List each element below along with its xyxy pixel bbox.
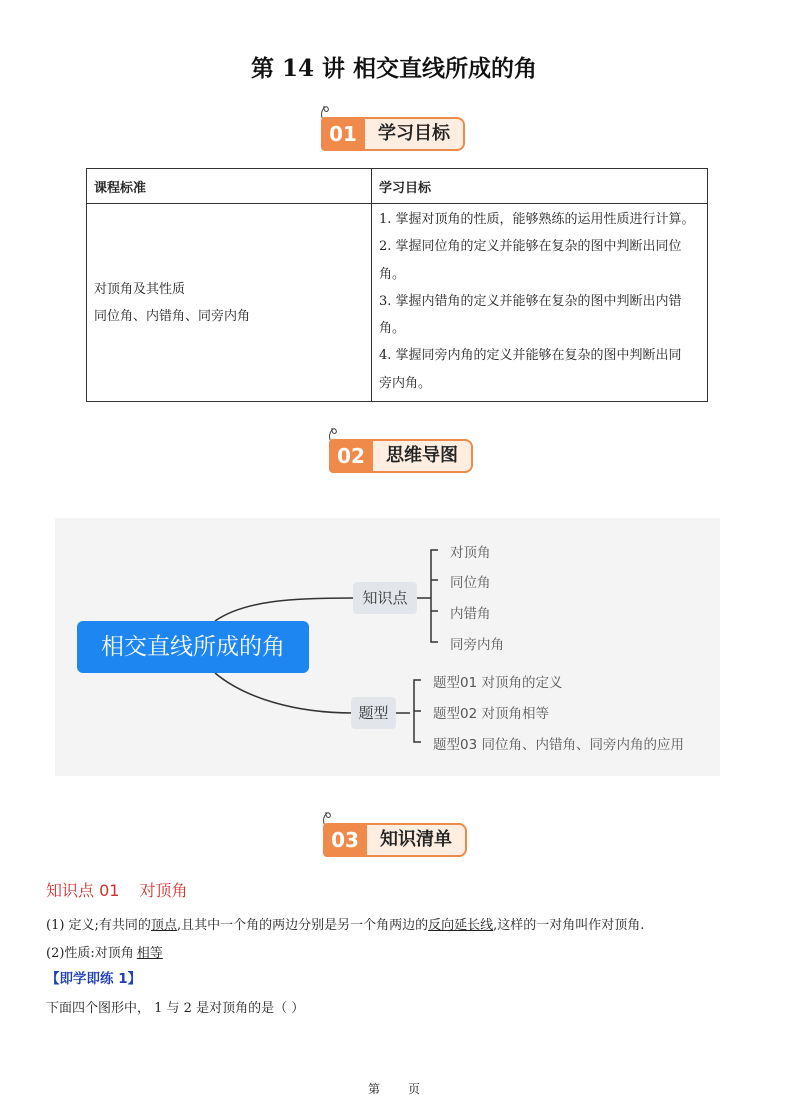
property-paragraph (46, 942, 163, 961)
page-footer (0, 1080, 788, 1097)
section-number: 02 (329, 439, 373, 473)
objective-line: 4. 掌握同旁内角的定义并能够在复杂的图中判断出同 (379, 348, 682, 364)
objective-line: 旁内角。 (379, 375, 432, 391)
mind-map-leaf: 同旁内角 (450, 637, 504, 653)
mind-map-leaf: 题型03 同位角、内错角、同旁内角的应用 (433, 737, 684, 753)
mind-map-root: 相交直线所成的角 (77, 621, 309, 673)
mind-map-leaf: 同位角 (450, 575, 491, 591)
objective-line: 角。 (379, 266, 406, 282)
standard-cell (87, 204, 372, 402)
objectives-cell (372, 204, 708, 402)
question-text: 下面四个图形中， 1 与 2 是对顶角的是（ ） (46, 1001, 305, 1016)
practice-label: 【即学即练 1】 (46, 971, 142, 987)
section-number: 03 (323, 823, 367, 857)
definition-paragraph (46, 914, 644, 933)
mind-map-leaf: 内错角 (450, 606, 491, 622)
definition-keyword: 顶点 (150, 918, 177, 933)
mind-map-leaf: 对顶角 (450, 545, 491, 561)
section-number: 01 (321, 117, 365, 151)
mind-map-branch-knowledge: 知识点 (353, 582, 417, 614)
footer-right: 页 (408, 1082, 421, 1096)
mind-map-leaf: 题型01 对顶角的定义 (433, 675, 563, 691)
mind-map-leaf: 题型02 对顶角相等 (433, 706, 549, 722)
objective-line: 2. 掌握同位角的定义并能够在复杂的图中判断出同位 (379, 239, 682, 255)
section-label: 思维导图 (373, 439, 473, 473)
definition-text: ,且其中一个角的两边分别是另一个角两边的 (176, 918, 429, 933)
knowledge-point-heading (46, 878, 207, 901)
section-badge-mindmap (0, 426, 788, 478)
standard-line: 同位角、内错角、同旁内角 (94, 308, 251, 324)
objective-line: 角。 (379, 321, 406, 337)
definition-text: (1) 定义;有共同的 (46, 918, 151, 933)
objective-line: 3. 掌握内错角的定义并能够在复杂的图中判断出内错 (379, 293, 682, 309)
mind-map (55, 518, 720, 776)
table-header: 学习目标 (372, 169, 708, 204)
table-header: 课程标准 (87, 169, 372, 204)
section-badge-knowledge (0, 810, 788, 862)
property-keyword: 相等 (136, 946, 163, 961)
mind-map-branch-types: 题型 (351, 697, 396, 729)
property-text: (2)性质:对顶角 (46, 946, 134, 961)
section-badge-goals (0, 104, 788, 156)
goals-table (86, 168, 708, 402)
objective-line: 1. 掌握对顶角的性质，能够熟练的运用性质进行计算。 (379, 212, 695, 227)
section-label: 学习目标 (365, 117, 465, 151)
page-title: 第 14 讲 相交直线所成的角 (250, 55, 538, 82)
section-label: 知识清单 (367, 823, 467, 857)
definition-keyword: 反向延长线 (428, 918, 494, 933)
definition-text: ,这样的一对角叫作对顶角. (493, 918, 645, 933)
footer-left: 第 (367, 1082, 380, 1096)
knowledge-point-title: 对顶角 (139, 881, 188, 900)
standard-line: 对顶角及其性质 (94, 281, 186, 297)
knowledge-point-number: 知识点 01 (46, 881, 120, 900)
